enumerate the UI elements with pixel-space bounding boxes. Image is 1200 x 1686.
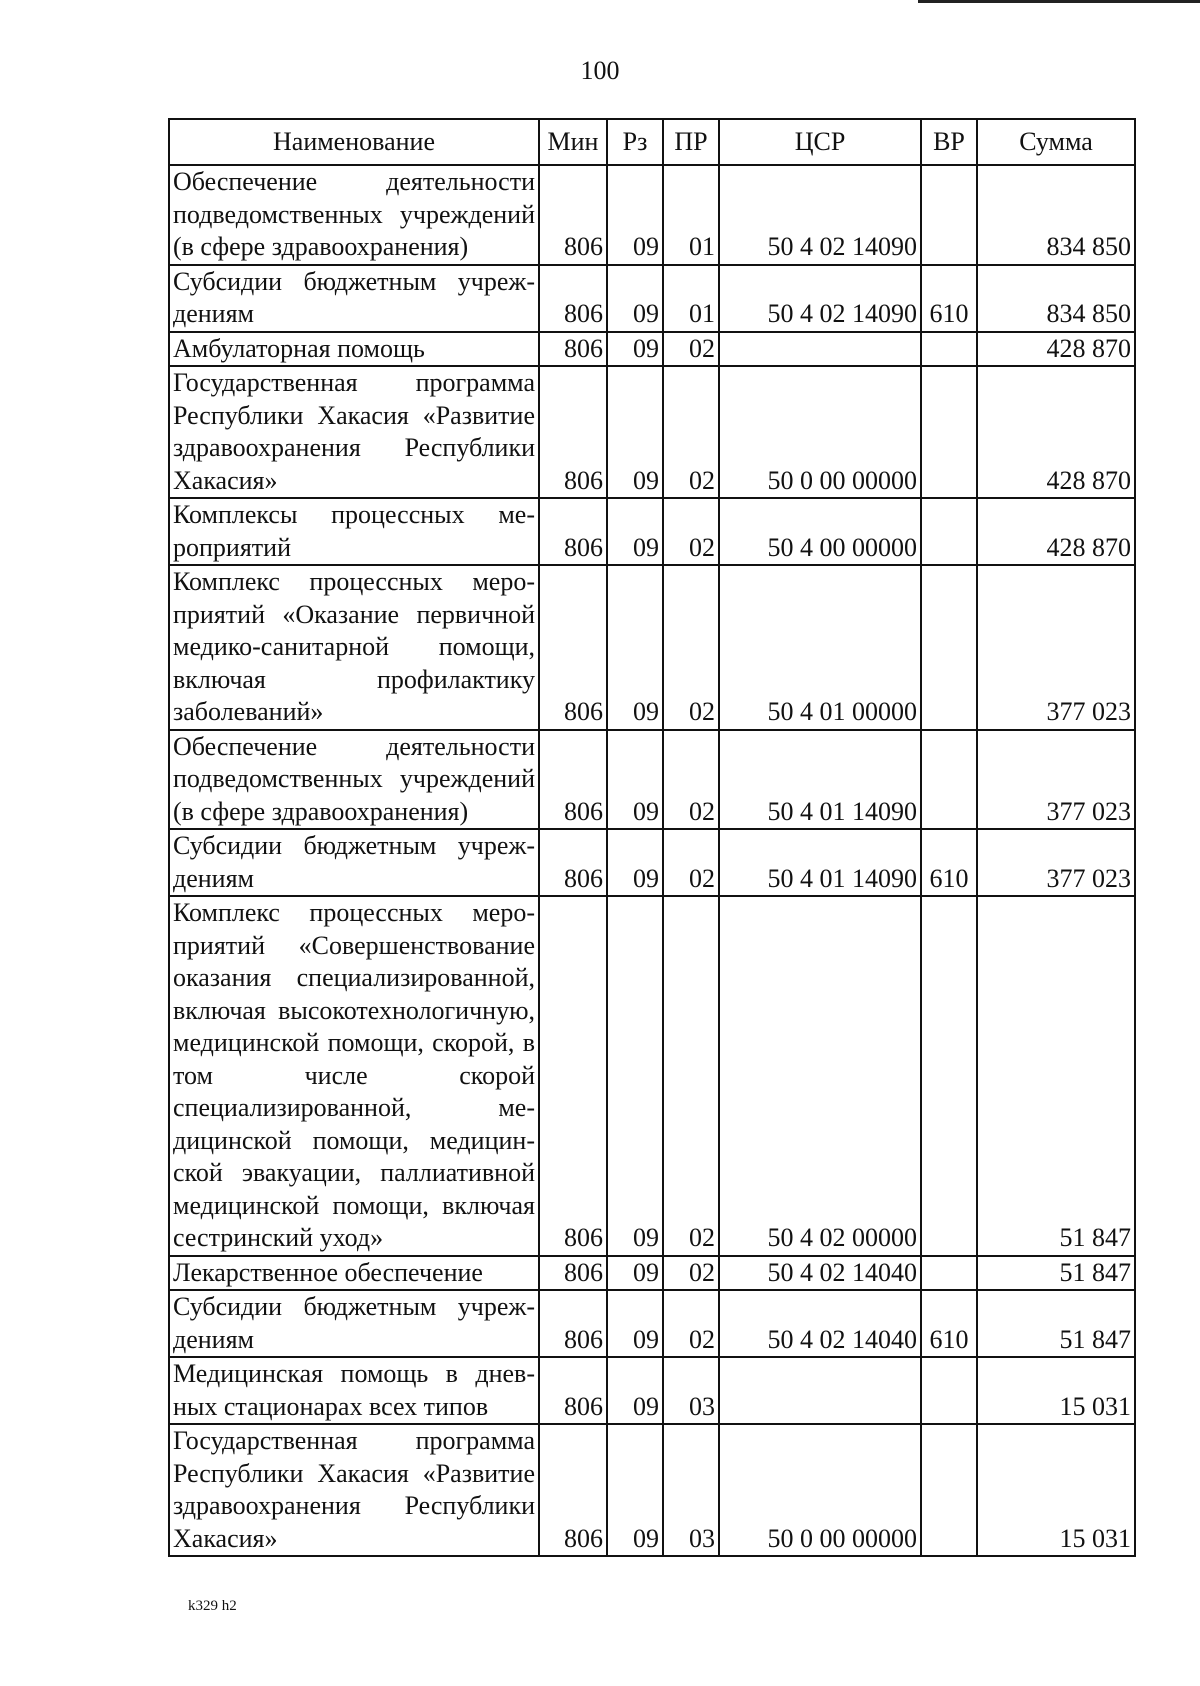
row-csr: 50 4 02 14040 (719, 1256, 921, 1291)
header-rz: Рз (607, 119, 663, 165)
row-sum: 834 850 (977, 265, 1135, 332)
row-name: Государственная программа Республики Хакасия «Развитие здравоохранения Республики Хакасия» (169, 1424, 539, 1556)
row-vr (921, 1256, 977, 1291)
table-row (169, 366, 1135, 498)
row-csr (719, 332, 921, 367)
row-csr: 50 4 02 14040 (719, 1290, 921, 1357)
row-name: Лекарственное обеспечение (169, 1256, 539, 1291)
row-min: 806 (539, 265, 607, 332)
row-vr (921, 565, 977, 730)
row-name: Комплекс процессных мероприятий «Оказание первичной медико-санитарной помощи, включая профилактику заболеваний» (169, 565, 539, 730)
row-pr: 02 (663, 730, 719, 830)
header-pr: ПР (663, 119, 719, 165)
row-sum: 51 847 (977, 896, 1135, 1256)
table-row (169, 498, 1135, 565)
row-pr: 02 (663, 1290, 719, 1357)
row-pr: 02 (663, 829, 719, 896)
row-pr: 02 (663, 498, 719, 565)
row-vr (921, 1357, 977, 1424)
table-row (169, 1357, 1135, 1424)
row-sum: 428 870 (977, 498, 1135, 565)
header-sum: Сумма (977, 119, 1135, 165)
header-csr: ЦСР (719, 119, 921, 165)
table-row (169, 1424, 1135, 1556)
table-row (169, 1290, 1135, 1357)
table-row (169, 829, 1135, 896)
row-min: 806 (539, 1290, 607, 1357)
header-vr: ВР (921, 119, 977, 165)
row-pr: 02 (663, 332, 719, 367)
header-name: Наименование (169, 119, 539, 165)
row-name: Государственная программа Республики Хакасия «Развитие здравоохранения Республики Хакасия» (169, 366, 539, 498)
row-rz: 09 (607, 1357, 663, 1424)
row-sum: 377 023 (977, 730, 1135, 830)
row-rz: 09 (607, 332, 663, 367)
row-pr: 01 (663, 165, 719, 265)
row-name: Обеспечение деятельности подведомственных учреждений (в сфере здравоохранения) (169, 730, 539, 830)
row-min: 806 (539, 565, 607, 730)
row-vr (921, 730, 977, 830)
row-name: Амбулаторная помощь (169, 332, 539, 367)
row-pr: 03 (663, 1424, 719, 1556)
row-csr: 50 4 00 00000 (719, 498, 921, 565)
row-sum: 51 847 (977, 1256, 1135, 1291)
row-pr: 01 (663, 265, 719, 332)
row-csr: 50 4 02 00000 (719, 896, 921, 1256)
row-csr: 50 4 02 14090 (719, 165, 921, 265)
row-min: 806 (539, 829, 607, 896)
row-sum: 51 847 (977, 1290, 1135, 1357)
row-csr (719, 1357, 921, 1424)
table-header-row (169, 119, 1135, 165)
row-vr (921, 165, 977, 265)
row-pr: 02 (663, 896, 719, 1256)
row-vr (921, 1424, 977, 1556)
row-min: 806 (539, 498, 607, 565)
row-min: 806 (539, 366, 607, 498)
table-row (169, 565, 1135, 730)
row-csr: 50 4 01 14090 (719, 730, 921, 830)
row-rz: 09 (607, 1290, 663, 1357)
row-name: Субсидии бюджетным учреждениям (169, 1290, 539, 1357)
row-csr: 50 0 00 00000 (719, 1424, 921, 1556)
row-min: 806 (539, 1424, 607, 1556)
row-vr: 610 (921, 265, 977, 332)
row-csr: 50 0 00 00000 (719, 366, 921, 498)
row-rz: 09 (607, 265, 663, 332)
row-min: 806 (539, 1357, 607, 1424)
row-csr: 50 4 01 00000 (719, 565, 921, 730)
row-sum: 377 023 (977, 829, 1135, 896)
table-row (169, 332, 1135, 367)
row-sum: 377 023 (977, 565, 1135, 730)
row-name: Субсидии бюджетным учреждениям (169, 829, 539, 896)
row-pr: 02 (663, 366, 719, 498)
row-rz: 09 (607, 896, 663, 1256)
row-min: 806 (539, 332, 607, 367)
row-min: 806 (539, 1256, 607, 1291)
row-pr: 02 (663, 1256, 719, 1291)
budget-table (168, 118, 1136, 1557)
row-min: 806 (539, 730, 607, 830)
row-csr: 50 4 01 14090 (719, 829, 921, 896)
row-vr (921, 896, 977, 1256)
table-row (169, 896, 1135, 1256)
row-name: Медицинская помощь в дневных стационарах всех типов (169, 1357, 539, 1424)
table-row (169, 165, 1135, 265)
row-rz: 09 (607, 1256, 663, 1291)
row-sum: 428 870 (977, 366, 1135, 498)
page-number: 100 (580, 56, 620, 85)
row-pr: 03 (663, 1357, 719, 1424)
row-vr (921, 366, 977, 498)
row-vr (921, 332, 977, 367)
row-name: Обеспечение деятельности подведомственных учреждений (в сфере здравоохранения) (169, 165, 539, 265)
row-name: Комплексы процессных мероприятий (169, 498, 539, 565)
header-min: Мин (539, 119, 607, 165)
row-vr: 610 (921, 829, 977, 896)
row-rz: 09 (607, 498, 663, 565)
row-sum: 15 031 (977, 1424, 1135, 1556)
row-name: Субсидии бюджетным учреждениям (169, 265, 539, 332)
row-rz: 09 (607, 730, 663, 830)
row-name: Комплекс процессных мероприятий «Совершенствование оказания специализированной, включая высокотехнологичную, медицинской помощи, скорой, в том числе скорой специализированной, медицинской помощи, медицинской эвакуации, паллиативной медицинской помощи, включая сестринский уход» (169, 896, 539, 1256)
row-vr: 610 (921, 1290, 977, 1357)
row-min: 806 (539, 165, 607, 265)
table-row (169, 1256, 1135, 1291)
row-rz: 09 (607, 165, 663, 265)
row-sum: 834 850 (977, 165, 1135, 265)
table-row (169, 730, 1135, 830)
row-vr (921, 498, 977, 565)
footer-document-code: k329 h2 (188, 1598, 237, 1614)
scan-edge-line (918, 0, 1200, 3)
row-rz: 09 (607, 366, 663, 498)
row-rz: 09 (607, 829, 663, 896)
row-pr: 02 (663, 565, 719, 730)
row-rz: 09 (607, 565, 663, 730)
row-csr: 50 4 02 14090 (719, 265, 921, 332)
row-rz: 09 (607, 1424, 663, 1556)
row-min: 806 (539, 896, 607, 1256)
table-row (169, 265, 1135, 332)
row-sum: 428 870 (977, 332, 1135, 367)
row-sum: 15 031 (977, 1357, 1135, 1424)
